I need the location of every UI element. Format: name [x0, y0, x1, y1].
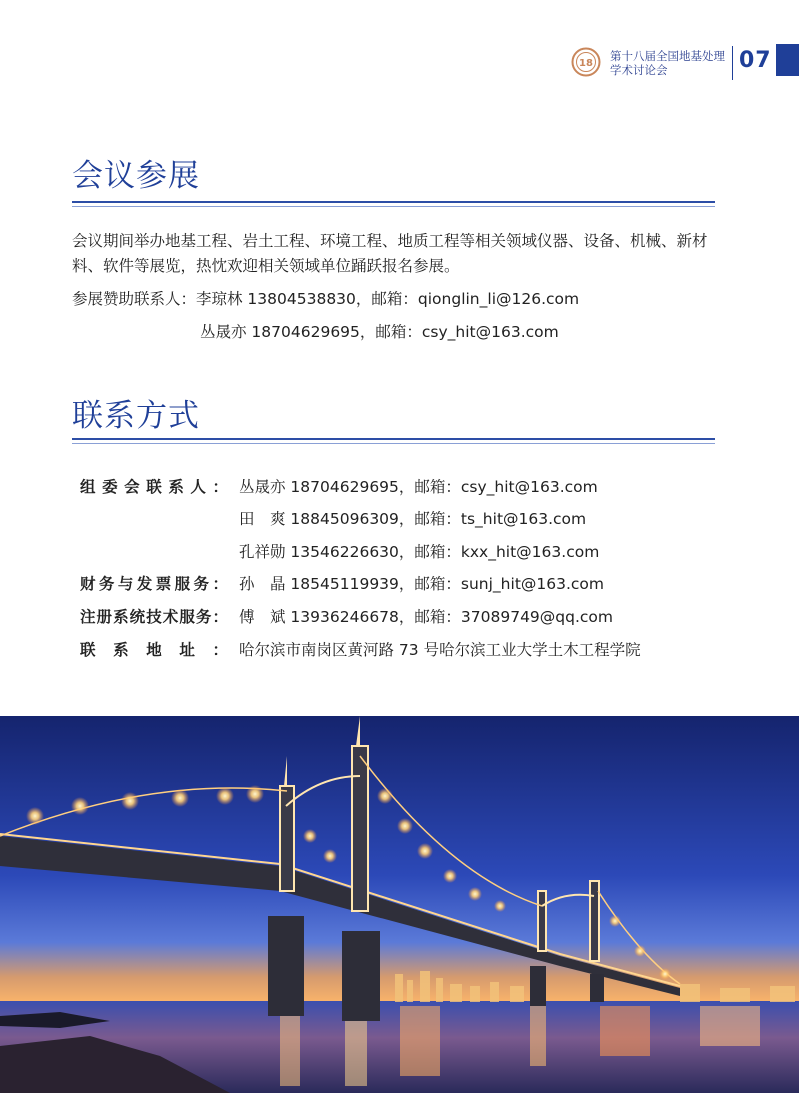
contact-value-address: 哈尔滨市南岗区黄河路 73 号哈尔滨工业大学土木工程学院: [239, 641, 641, 659]
header-accent-block: [776, 44, 799, 76]
header-divider: [732, 46, 733, 80]
svg-text:18: 18: [579, 58, 593, 69]
bridge-night-photo: [0, 716, 799, 1093]
contact-title: 联系方式: [72, 398, 200, 434]
page-number: 07: [739, 48, 772, 73]
conference-logo-icon: [571, 47, 601, 77]
contact-label-address: 联系地址：: [80, 641, 228, 659]
contact-value-committee-2: 田 爽 18845096309，邮箱：ts_hit@163.com: [239, 510, 587, 528]
contact-label-committee: 组委会联系人：: [80, 478, 228, 496]
page-header: [567, 44, 799, 84]
contact-value-committee-3: 孔祥勋 13546226630，邮箱：kxx_hit@163.com: [239, 543, 600, 561]
sponsor-contact-line2: 丛晟亦 18704629695，邮箱：csy_hit@163.com: [200, 323, 559, 341]
conference-name: [610, 49, 725, 77]
contact-label-registration: 注册系统技术服务：: [80, 608, 228, 626]
exhibition-title: 会议参展: [72, 158, 200, 194]
contact-value-committee-1: 丛晟亦 18704629695，邮箱：csy_hit@163.com: [239, 478, 598, 496]
exhibition-body: 会议期间举办地基工程、岩土工程、环境工程、地质工程等相关领域仪器、设备、机械、新材料、软件等展览，热忱欢迎相关领域单位踊跃报名参展。: [72, 232, 708, 275]
contact-label-finance: 财务与发票服务：: [80, 575, 228, 593]
conference-name-line2: 学术讨论会: [610, 63, 668, 77]
contact-value-finance: 孙 晶 18545119939，邮箱：sunj_hit@163.com: [239, 575, 605, 593]
contact-title-rule: [72, 438, 715, 444]
exhibition-title-rule: [72, 201, 715, 207]
sponsor-contact-line1: 参展赞助联系人：李琼林 13804538830，邮箱：qionglin_li@126.com: [72, 290, 580, 308]
contact-value-registration: 傅 斌 13936246678，邮箱：37089749@qq.com: [239, 608, 614, 626]
conference-name-line1: 第十八届全国地基处理: [610, 49, 725, 63]
